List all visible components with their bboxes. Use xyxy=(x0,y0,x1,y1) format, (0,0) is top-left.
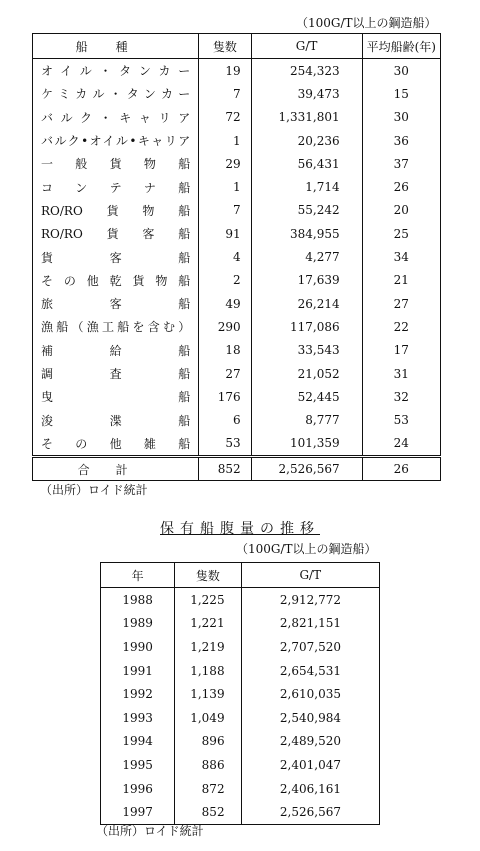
average-age-cell: 30 xyxy=(362,59,440,83)
table-row xyxy=(33,82,441,105)
average-age-cell: 15 xyxy=(362,82,440,105)
gross-tonnage-cell: 55,242 xyxy=(251,199,362,222)
ship-count-cell: 1,139 xyxy=(175,682,241,706)
table-row xyxy=(33,385,441,408)
average-age-cell: 27 xyxy=(362,292,440,315)
total-average-age: 26 xyxy=(362,457,440,481)
ship-count-cell: 18 xyxy=(199,339,251,362)
table-row xyxy=(33,432,441,457)
ship-count-cell: 886 xyxy=(175,753,241,777)
ship-count-cell: 53 xyxy=(199,432,251,457)
gross-tonnage-cell: 101,359 xyxy=(251,432,362,457)
table2-title: 保有船腹量の推移 xyxy=(160,521,320,537)
table2-note: （100G/T以上の鋼造船） xyxy=(236,542,377,556)
ship-type-cell: 浚渫船 xyxy=(41,413,191,428)
table-row xyxy=(33,269,441,292)
ship-count-cell: 27 xyxy=(199,362,251,385)
ship-count-cell: 1,225 xyxy=(175,588,241,612)
total-row xyxy=(33,457,441,481)
gross-tonnage-cell: 2,401,047 xyxy=(241,753,379,777)
ship-count-cell: 6 xyxy=(199,408,251,431)
header-ship-type: 船種 xyxy=(33,34,199,59)
table-row xyxy=(33,129,441,152)
header-gross-tonnage: G/T xyxy=(251,34,362,59)
ship-type-cell: 調査船 xyxy=(41,367,191,381)
table-row xyxy=(101,706,380,730)
ship-type-cell: その他乾貨物船 xyxy=(41,273,191,288)
ship-type-table xyxy=(32,33,441,481)
table-row xyxy=(33,199,441,222)
table-row xyxy=(101,800,380,824)
average-age-cell: 30 xyxy=(362,106,440,129)
average-age-cell: 20 xyxy=(362,199,440,222)
table-row xyxy=(33,245,441,268)
table2-header-row xyxy=(101,563,380,588)
table-row xyxy=(101,659,380,683)
year-cell: 1990 xyxy=(122,639,153,654)
total-gross-tonnage: 2,526,567 xyxy=(251,457,362,481)
ship-type-cell: 貨客船 xyxy=(41,250,191,265)
table-row xyxy=(101,635,380,659)
header-average-age: 平均船齢(年) xyxy=(362,34,440,59)
gross-tonnage-cell: 2,489,520 xyxy=(241,730,379,754)
table-row xyxy=(33,315,441,338)
ship-type-cell: RO/RO貨客船 xyxy=(41,227,191,242)
ship-count-cell: 29 xyxy=(199,152,251,175)
year-cell: 1994 xyxy=(122,734,153,749)
ship-count-cell: 1,188 xyxy=(175,659,241,683)
table-row xyxy=(33,222,441,245)
ship-count-cell: 7 xyxy=(199,199,251,222)
gross-tonnage-cell: 1,714 xyxy=(251,175,362,198)
gross-tonnage-cell: 117,086 xyxy=(251,315,362,338)
ship-count-cell: 1,219 xyxy=(175,635,241,659)
ship-count-cell: 49 xyxy=(199,292,251,315)
table-row xyxy=(101,753,380,777)
table1-source: （出所）ロイド統計 xyxy=(40,483,148,497)
gross-tonnage-cell: 1,331,801 xyxy=(251,106,362,129)
table-row xyxy=(101,612,380,636)
ship-count-cell: 7 xyxy=(199,82,251,105)
header-gross-tonnage: G/T xyxy=(241,563,379,588)
average-age-cell: 36 xyxy=(362,129,440,152)
ship-count-cell: 1,049 xyxy=(175,706,241,730)
table-row xyxy=(33,292,441,315)
table1-header-row xyxy=(33,34,441,59)
ship-count-cell: 176 xyxy=(199,385,251,408)
gross-tonnage-cell: 254,323 xyxy=(251,59,362,83)
table-row xyxy=(33,152,441,175)
year-cell: 1993 xyxy=(122,710,153,725)
average-age-cell: 24 xyxy=(362,432,440,457)
ship-count-cell: 1,221 xyxy=(175,612,241,636)
year-cell: 1997 xyxy=(122,805,153,820)
table-row xyxy=(101,588,380,612)
ship-type-cell: 旅客船 xyxy=(41,297,191,312)
table-row xyxy=(33,175,441,198)
gross-tonnage-cell: 56,431 xyxy=(251,152,362,175)
header-ship-count: 隻数 xyxy=(199,34,251,59)
ship-type-cell: オイル・タンカー xyxy=(41,64,191,79)
ship-count-cell: 872 xyxy=(175,777,241,801)
table-row xyxy=(33,59,441,83)
table-row xyxy=(101,777,380,801)
table-row xyxy=(101,730,380,754)
gross-tonnage-cell: 17,639 xyxy=(251,269,362,292)
ship-type-cell: 一般貨物船 xyxy=(41,157,191,172)
gross-tonnage-cell: 4,277 xyxy=(251,245,362,268)
ship-type-cell: バルク・キャリア xyxy=(41,110,191,125)
table-row xyxy=(33,339,441,362)
gross-tonnage-cell: 39,473 xyxy=(251,82,362,105)
table1-note: （100G/T以上の鋼造船） xyxy=(296,16,437,30)
gross-tonnage-cell: 2,406,161 xyxy=(241,777,379,801)
ship-count-cell: 2 xyxy=(199,269,251,292)
year-cell: 1995 xyxy=(122,757,153,772)
average-age-cell: 32 xyxy=(362,385,440,408)
ship-type-cell: ケミカル・タンカー xyxy=(41,87,191,102)
gross-tonnage-cell: 21,052 xyxy=(251,362,362,385)
table-row xyxy=(33,106,441,129)
gross-tonnage-cell: 2,912,772 xyxy=(241,588,379,612)
average-age-cell: 26 xyxy=(362,175,440,198)
table-row xyxy=(33,362,441,385)
average-age-cell: 37 xyxy=(362,152,440,175)
gross-tonnage-cell: 2,526,567 xyxy=(241,800,379,824)
average-age-cell: 21 xyxy=(362,269,440,292)
gross-tonnage-cell: 2,707,520 xyxy=(241,635,379,659)
year-cell: 1988 xyxy=(122,592,153,607)
fleet-trend-table xyxy=(100,562,380,825)
year-cell: 1992 xyxy=(122,687,153,702)
header-year: 年 xyxy=(101,563,175,588)
year-cell: 1989 xyxy=(122,616,153,631)
gross-tonnage-cell: 2,540,984 xyxy=(241,706,379,730)
ship-count-cell: 1 xyxy=(199,175,251,198)
average-age-cell: 31 xyxy=(362,362,440,385)
year-cell: 1991 xyxy=(122,663,153,678)
average-age-cell: 22 xyxy=(362,315,440,338)
average-age-cell: 25 xyxy=(362,222,440,245)
table-row xyxy=(101,682,380,706)
gross-tonnage-cell: 52,445 xyxy=(251,385,362,408)
year-cell: 1996 xyxy=(122,781,153,796)
ship-count-cell: 1 xyxy=(199,129,251,152)
gross-tonnage-cell: 2,610,035 xyxy=(241,682,379,706)
ship-count-cell: 852 xyxy=(175,800,241,824)
ship-type-cell: RO/RO貨物船 xyxy=(41,203,191,218)
ship-type-cell: 漁船（漁工船を含む） xyxy=(41,320,191,335)
average-age-cell: 34 xyxy=(362,245,440,268)
table2-source: （出所）ロイド統計 xyxy=(96,824,204,838)
average-age-cell: 53 xyxy=(362,408,440,431)
gross-tonnage-cell: 26,214 xyxy=(251,292,362,315)
ship-count-cell: 91 xyxy=(199,222,251,245)
total-ship-count: 852 xyxy=(199,457,251,481)
gross-tonnage-cell: 8,777 xyxy=(251,408,362,431)
gross-tonnage-cell: 20,236 xyxy=(251,129,362,152)
ship-count-cell: 896 xyxy=(175,730,241,754)
gross-tonnage-cell: 384,955 xyxy=(251,222,362,245)
total-label: 合計 xyxy=(33,457,199,481)
gross-tonnage-cell: 33,543 xyxy=(251,339,362,362)
average-age-cell: 17 xyxy=(362,339,440,362)
ship-count-cell: 19 xyxy=(199,59,251,83)
header-ship-count: 隻数 xyxy=(175,563,241,588)
ship-count-cell: 4 xyxy=(199,245,251,268)
gross-tonnage-cell: 2,821,151 xyxy=(241,612,379,636)
ship-type-cell: その他雑船 xyxy=(41,436,191,451)
gross-tonnage-cell: 2,654,531 xyxy=(241,659,379,683)
ship-type-cell: 曳船 xyxy=(41,390,191,405)
ship-count-cell: 290 xyxy=(199,315,251,338)
ship-type-cell: 補給船 xyxy=(41,343,191,358)
ship-count-cell: 72 xyxy=(199,106,251,129)
table-row xyxy=(33,408,441,431)
ship-type-cell: コンテナ船 xyxy=(41,180,191,195)
ship-type-cell: バルク•オイル•キャリア xyxy=(41,134,191,149)
